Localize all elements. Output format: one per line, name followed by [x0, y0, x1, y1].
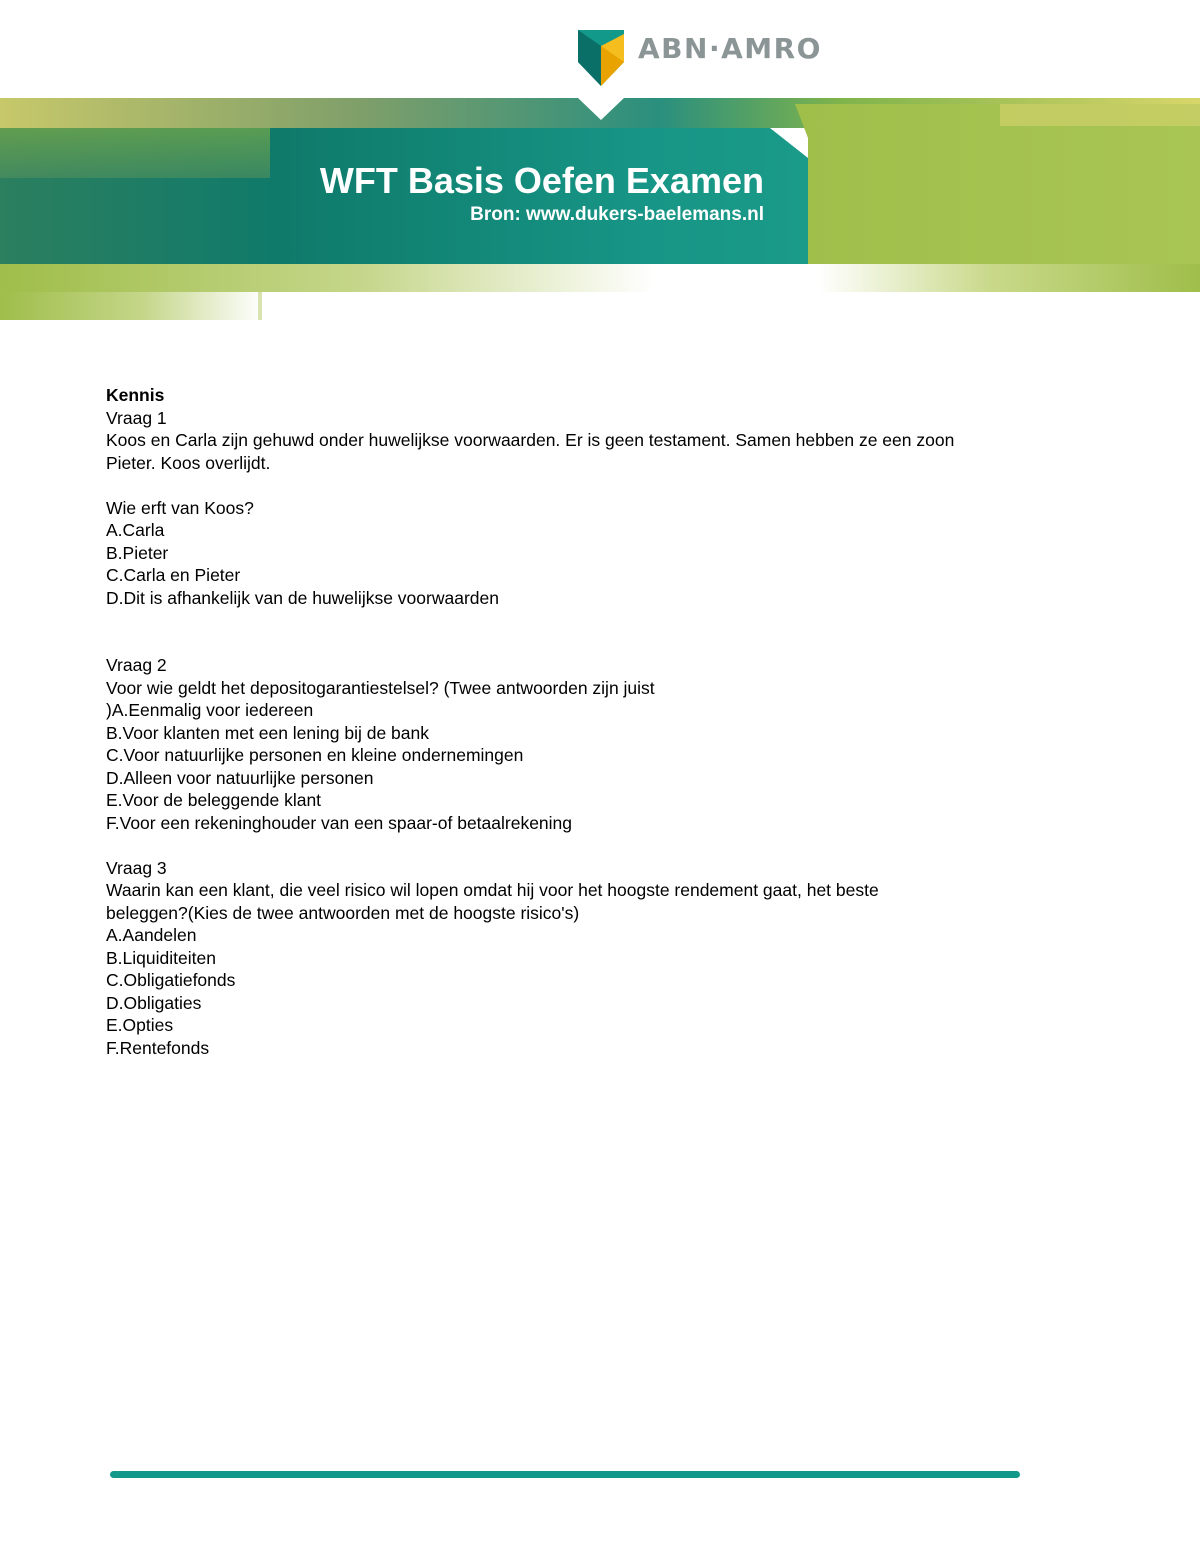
header-banner [0, 98, 1200, 322]
question-1-question: Wie erft van Koos? [106, 497, 254, 518]
banner-subtitle: Bron: www.dukers-baelemans.nl [470, 204, 764, 225]
question-2-option: F.Voor een rekeninghouder van een spaar-of betaalrekening [106, 812, 573, 833]
question-2-label: Vraag 2 [106, 655, 167, 675]
question-2-option: D.Alleen voor natuurlijke personen [106, 767, 374, 788]
question-3-label: Vraag 3 [106, 857, 167, 878]
question-3-text-line-1: Waarin kan een klant, die veel risico wil lopen omdat hij voor het hoogste rendement gaat, het beste [106, 880, 879, 900]
question-3-option: B.Liquiditeiten [106, 947, 216, 968]
shield-logo-icon [578, 30, 624, 86]
question-1-option: C.Carla en Pieter [106, 565, 241, 585]
footer-divider [110, 1471, 1020, 1478]
brand-name: ABN·AMRO [638, 32, 822, 65]
question-3-option: A.Aandelen [106, 925, 197, 945]
question-2-option: E.Voor de beleggende klant [106, 790, 322, 810]
question-3-option: F.Rentefonds [106, 1037, 210, 1058]
question-2-text: Voor wie geldt het depositogarantiestelsel? (Twee antwoorden zijn juist [106, 677, 655, 698]
question-3-text-line-2: beleggen?(Kies de twee antwoorden met de hoogste risico's) [106, 902, 580, 923]
question-3-option: D.Obligaties [106, 992, 202, 1013]
question-1-label: Vraag 1 [106, 407, 167, 428]
question-3-option: E.Opties [106, 1015, 174, 1035]
question-1-option: B.Pieter [106, 542, 169, 563]
question-1-option: A.Carla [106, 520, 165, 540]
exam-content [106, 384, 1106, 1059]
question-3-option: C.Obligatiefonds [106, 970, 236, 990]
question-1-text-line-2: Pieter. Koos overlijdt. [106, 452, 271, 473]
section-title: Kennis [106, 385, 165, 405]
question-2-option: C.Voor natuurlijke personen en kleine ondernemingen [106, 745, 524, 765]
banner-title: WFT Basis Oefen Examen [319, 160, 764, 201]
abn-amro-logo [578, 30, 822, 86]
question-2-option: B.Voor klanten met een lening bij de bank [106, 722, 429, 743]
question-1-text-line-1: Koos en Carla zijn gehuwd onder huwelijkse voorwaarden. Er is geen testament. Samen hebben ze een zoon [106, 430, 955, 450]
question-1-option: D.Dit is afhankelijk van de huwelijkse voorwaarden [106, 587, 499, 608]
question-2-option: )A.Eenmalig voor iedereen [106, 700, 314, 720]
